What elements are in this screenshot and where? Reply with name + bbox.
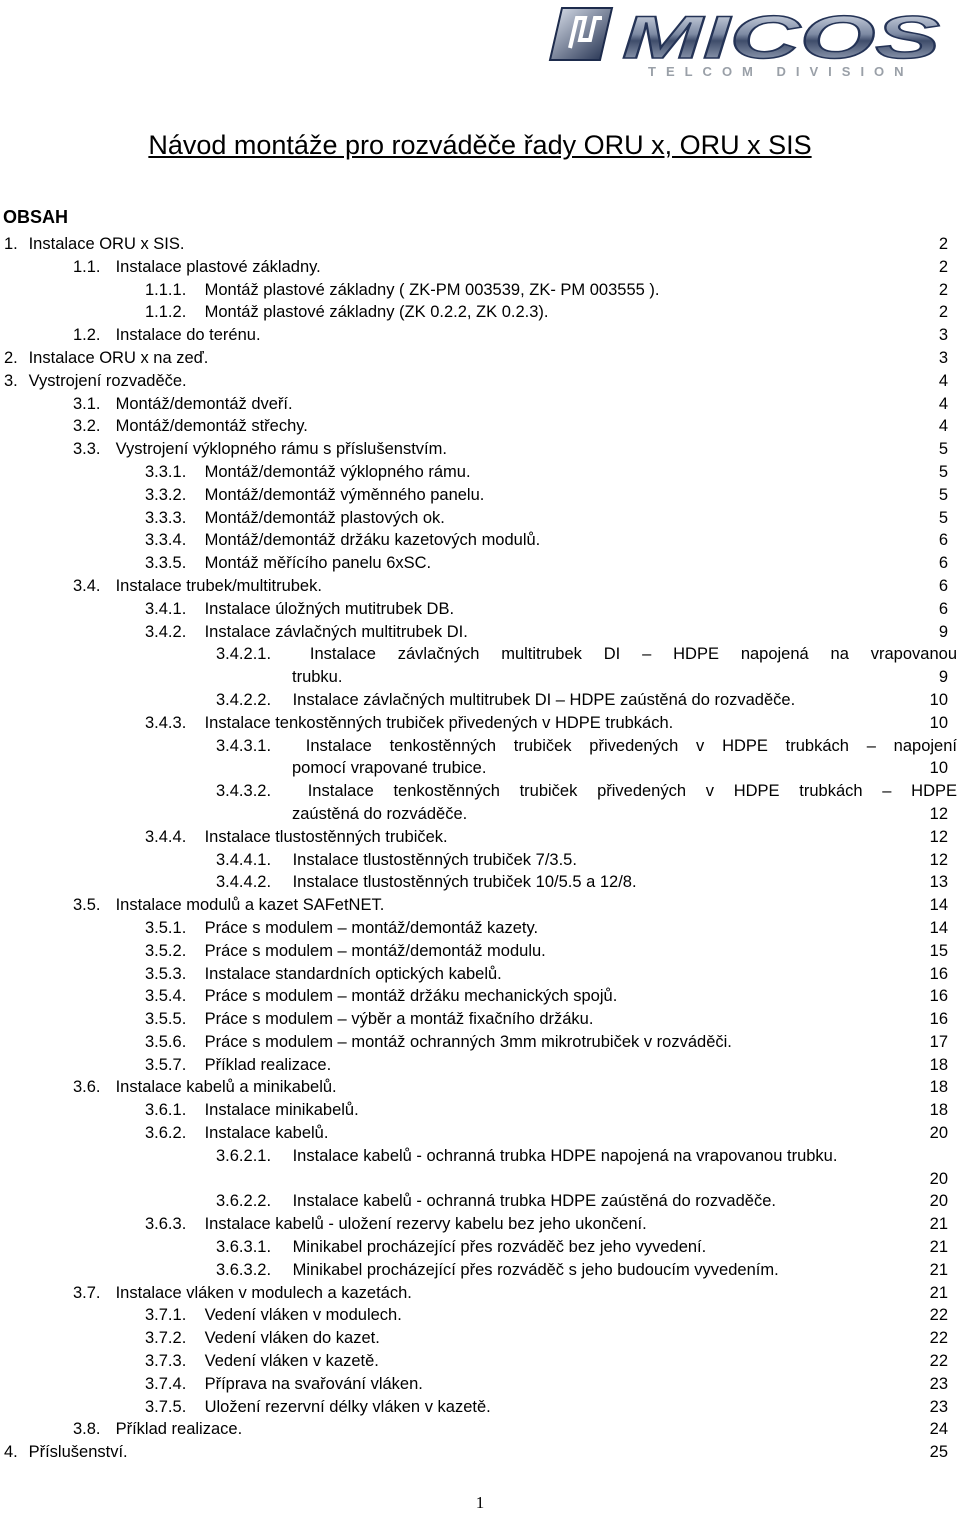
toc-entry-page: 16 — [929, 987, 948, 1006]
toc-entry-title: Instalace trubek/multitrubek. — [115, 576, 322, 595]
toc-entry-number: 3.7.4. — [145, 1374, 187, 1393]
toc-entry[interactable] — [0, 1190, 960, 1213]
toc-entry[interactable] — [0, 233, 960, 256]
toc-entry-title: Instalace závlačných multitrubek DI. — [204, 622, 468, 641]
toc-entry[interactable] — [0, 1282, 960, 1305]
toc-entry-number: 3. — [4, 371, 18, 390]
toc-entry[interactable] — [0, 1099, 960, 1122]
toc-entry-title: Instalace tlustostěnných trubiček 10/5.5 a 12/8. — [292, 873, 637, 892]
toc-entry-title: Montáž plastové základny ( ZK-PM 003539, ZK- PM 003555 ). — [204, 280, 660, 299]
toc-entry-number: 3.3.4. — [145, 531, 187, 550]
toc-entry-number: 3.3.1. — [145, 462, 187, 481]
toc-entry[interactable] — [0, 301, 960, 324]
toc-entry-page: 6 — [938, 576, 948, 595]
toc-entry[interactable] — [0, 1441, 960, 1464]
toc-entry-number: 3.4.2.1. — [216, 645, 272, 664]
toc-entry-number: 3.3.5. — [145, 554, 187, 573]
toc-entry-title: Instalace modulů a kazet SAFetNET. — [115, 896, 385, 915]
toc-entry-number: 3.5.5. — [145, 1010, 187, 1029]
toc-entry[interactable] — [0, 940, 960, 963]
toc-entry-title: Práce s modulem – montáž držáku mechanických spojů. — [204, 987, 618, 1006]
toc-entry-page: 9 — [938, 668, 948, 687]
toc-entry[interactable] — [0, 256, 960, 279]
toc-entry[interactable] — [0, 1304, 960, 1327]
toc-entry-page: 5 — [938, 508, 948, 527]
toc-entry-title: Montáž/demontáž dveří. — [115, 394, 293, 413]
toc-entry[interactable] — [0, 461, 960, 484]
toc-entry-number: 1.1.1. — [145, 280, 187, 299]
toc-entry-page: 20 — [929, 1169, 948, 1188]
toc-entry-page: 18 — [929, 1101, 948, 1120]
toc-entry-number: 3.2. — [73, 417, 101, 436]
toc-entry-page: 14 — [929, 918, 948, 937]
toc-entry-title: Instalace tlustostěnných trubiček 7/3.5. — [292, 850, 577, 869]
toc-entry-number: 3.4.4. — [145, 827, 187, 846]
toc-entry-page: 21 — [929, 1260, 948, 1279]
toc-entry-number: 3.5.1. — [145, 918, 187, 937]
toc-entry[interactable] — [0, 894, 960, 917]
toc-entry[interactable] — [0, 279, 960, 302]
toc-entry-number: 1.2. — [73, 326, 101, 345]
toc-entry-number: 3.4.3.1. — [216, 736, 272, 755]
toc-entry[interactable] — [0, 735, 960, 781]
toc-entry-page: 12 — [929, 850, 948, 869]
toc-entry-page: 4 — [938, 394, 948, 413]
toc-entry-title: Minikabel procházející přes rozváděč s jeho budoucím vyvedením. — [292, 1260, 779, 1279]
toc-entry-number: 3.3.2. — [145, 485, 187, 504]
toc-entry-number: 3.4. — [73, 576, 101, 595]
toc-entry[interactable] — [0, 484, 960, 507]
toc-entry-page: 23 — [929, 1374, 948, 1393]
toc-entry-page: 14 — [929, 896, 948, 915]
toc-entry-number: 3.7. — [73, 1283, 101, 1302]
toc-entry-number: 3.4.3. — [145, 713, 187, 732]
toc-entry-number: 3.6.2. — [145, 1124, 187, 1143]
toc-entry[interactable] — [0, 507, 960, 530]
toc-entry-number: 1. — [4, 235, 18, 253]
toc-entry-page: 12 — [929, 827, 948, 846]
toc-entry-page: 18 — [929, 1078, 948, 1097]
logo-text: MICOS — [622, 4, 940, 71]
toc-entry-page: 13 — [929, 873, 948, 892]
toc-entry-title: Vedení vláken v kazetě. — [204, 1352, 379, 1371]
toc-entry-page: 2 — [938, 280, 948, 299]
toc-entry-number: 3.7.1. — [145, 1306, 187, 1325]
toc-entry-title: Instalace minikabelů. — [204, 1101, 359, 1120]
toc-entry[interactable] — [0, 1350, 960, 1373]
toc-entry-title: Montáž plastové základny (ZK 0.2.2, ZK 0.2.3). — [204, 303, 549, 322]
toc-entry-page: 22 — [929, 1352, 948, 1371]
toc-entry-number: 3.5.7. — [145, 1055, 187, 1074]
toc-entry-page: 22 — [929, 1306, 948, 1325]
toc-entry-continuation: trubku. — [292, 668, 343, 687]
toc-entry[interactable] — [0, 963, 960, 986]
page-number: 1 — [475, 1493, 485, 1512]
table-of-contents — [0, 233, 960, 1464]
toc-entry[interactable] — [0, 1373, 960, 1396]
toc-entry-title: Uložení rezervní délky vláken v kazetě. — [204, 1397, 491, 1416]
toc-entry-number: 3.7.2. — [145, 1329, 187, 1348]
toc-entry[interactable] — [0, 598, 960, 621]
toc-entry-number: 4. — [4, 1443, 18, 1462]
toc-entry-title: Instalace úložných mutitrubek DB. — [204, 599, 455, 618]
toc-entry-number: 3.6.3.1. — [216, 1238, 272, 1257]
toc-entry-title: Práce s modulem – montáž ochranných 3mm mikrotrubiček v rozváděči. — [204, 1032, 732, 1051]
toc-entry-page: 21 — [929, 1283, 948, 1302]
toc-entry-page: 10 — [929, 713, 948, 732]
toc-entry[interactable] — [0, 1076, 960, 1099]
toc-entry[interactable] — [0, 1054, 960, 1077]
toc-entry-number: 3.5. — [73, 896, 101, 915]
toc-entry-number: 3.4.1. — [145, 599, 187, 618]
toc-entry-page: 3 — [938, 326, 948, 345]
toc-entry-title: Montáž/demontáž výměnného panelu. — [204, 485, 485, 504]
toc-entry-number: 3.7.5. — [145, 1397, 187, 1416]
toc-entry-page: 2 — [938, 303, 948, 322]
toc-entry-continuation: pomocí vrapované trubice. — [292, 759, 487, 778]
toc-entry-title: Instalace kabelů a minikabelů. — [115, 1078, 337, 1097]
toc-entry-page: 24 — [929, 1420, 948, 1439]
toc-entry[interactable] — [0, 438, 960, 461]
toc-entry-number: 3.4.2. — [145, 622, 187, 641]
toc-entry[interactable] — [0, 347, 960, 370]
toc-entry-title: Instalace standardních optických kabelů. — [204, 964, 502, 983]
toc-entry-title: Práce s modulem – montáž/demontáž modulu. — [204, 941, 546, 960]
toc-entry-page: 5 — [938, 440, 948, 459]
toc-entry[interactable] — [0, 1008, 960, 1031]
toc-entry-number: 3.7.3. — [145, 1352, 187, 1371]
toc-entry-page: 10 — [929, 759, 948, 778]
toc-entry-page: 16 — [929, 964, 948, 983]
toc-entry-title: Vedení vláken v modulech. — [204, 1306, 402, 1325]
toc-entry-title: Práce s modulem – výběr a montáž fixačního držáku. — [204, 1010, 594, 1029]
toc-entry-title: Instalace do terénu. — [115, 326, 261, 345]
toc-entry-number: 3.6. — [73, 1078, 101, 1097]
toc-entry-title: Instalace ORU x na zeď. — [28, 348, 209, 367]
toc-entry-page: 25 — [929, 1443, 948, 1462]
toc-entry-title: Minikabel procházející přes rozváděč bez jeho vyvedení. — [292, 1238, 707, 1257]
toc-entry-number: 3.1. — [73, 394, 101, 413]
toc-entry-number: 3.6.2.1. — [216, 1146, 272, 1165]
toc-entry[interactable] — [0, 575, 960, 598]
toc-entry[interactable] — [0, 529, 960, 552]
toc-entry[interactable] — [0, 370, 960, 393]
toc-entry-page: 6 — [938, 599, 948, 618]
toc-entry-page: 17 — [929, 1032, 948, 1051]
toc-heading: OBSAH — [3, 207, 69, 227]
toc-entry-title: Instalace plastové základny. — [115, 257, 321, 276]
toc-entry-number: 3.3. — [73, 440, 101, 459]
toc-entry-title: Instalace tlustostěnných trubiček. — [204, 827, 448, 846]
toc-entry-page: 12 — [929, 804, 948, 823]
toc-entry[interactable] — [0, 1259, 960, 1282]
toc-entry-title: Vedení vláken do kazet. — [204, 1329, 380, 1348]
toc-entry-number: 3.6.2.2. — [216, 1192, 272, 1211]
toc-entry-title: Montáž/demontáž držáku kazetových modulů. — [204, 531, 541, 550]
document-title: Návod montáže pro rozváděče řady ORU x, ORU x SIS — [148, 130, 812, 160]
toc-entry[interactable] — [0, 552, 960, 575]
toc-entry[interactable] — [0, 324, 960, 347]
toc-entry-title: Instalace závlačných multitrubek DI – HDPE napojená na vrapovanou — [309, 645, 957, 664]
toc-entry-page: 4 — [938, 417, 948, 436]
toc-entry-page: 6 — [938, 531, 948, 550]
toc-entry[interactable] — [0, 1213, 960, 1236]
toc-entry-title: Instalace kabelů - ochranná trubka HDPE napojená na vrapovanou trubku. — [292, 1146, 838, 1165]
toc-entry-page: 5 — [938, 485, 948, 504]
toc-entry-number: 3.6.3. — [145, 1215, 187, 1234]
toc-entry-title: Vystrojení rozvaděče. — [28, 371, 187, 390]
toc-entry-number: 3.5.4. — [145, 987, 187, 1006]
toc-entry[interactable] — [0, 917, 960, 940]
toc-entry-page: 15 — [929, 941, 948, 960]
toc-entry-title: Montáž/demontáž plastových ok. — [204, 508, 445, 527]
toc-entry-title: Instalace závlačných multitrubek DI – HDPE zaústěná do rozvaděče. — [292, 690, 796, 709]
toc-entry-page: 5 — [938, 462, 948, 481]
toc-entry-page: 21 — [929, 1215, 948, 1234]
toc-entry[interactable] — [0, 1418, 960, 1441]
toc-entry-title: Instalace kabelů - ochranná trubka HDPE zaústěná do rozvaděče. — [292, 1192, 776, 1211]
toc-entry-page: 4 — [938, 371, 948, 390]
toc-entry-number: 3.3.3. — [145, 508, 187, 527]
toc-entry-number: 3.4.4.1. — [216, 850, 272, 869]
toc-entry[interactable] — [0, 643, 960, 689]
toc-entry-page: 21 — [929, 1238, 948, 1257]
toc-entry[interactable] — [0, 826, 960, 849]
toc-entry-title: Instalace tenkostěnných trubiček přivedených v HDPE trubkách. — [204, 713, 674, 732]
toc-entry-number: 1.1.2. — [145, 303, 187, 322]
toc-entry-number: 3.4.4.2. — [216, 873, 272, 892]
toc-entry[interactable] — [0, 415, 960, 438]
toc-entry-number: 2. — [4, 348, 18, 367]
toc-entry-title: Montáž/demontáž výklopného rámu. — [204, 462, 471, 481]
toc-entry[interactable] — [0, 1396, 960, 1419]
toc-entry[interactable] — [0, 393, 960, 416]
toc-entry-title: Příslušenství. — [28, 1443, 128, 1462]
toc-entry-title: Příprava na svařování vláken. — [204, 1374, 423, 1393]
logo-subtitle: TELCOM DIVISION — [648, 64, 914, 79]
toc-entry-page: 10 — [929, 690, 948, 709]
toc-entry-page: 23 — [929, 1397, 948, 1416]
toc-entry-page: 20 — [929, 1124, 948, 1143]
toc-entry-number: 3.5.2. — [145, 941, 187, 960]
toc-entry[interactable] — [0, 621, 960, 644]
toc-entry-number: 3.5.3. — [145, 964, 187, 983]
toc-entry-number: 3.6.1. — [145, 1101, 187, 1120]
toc-entry-title: Instalace tenkostěnných trubiček přivedených v HDPE trubkách – napojení — [305, 736, 957, 755]
toc-entry-title: Instalace kabelů - uložení rezervy kabelu bez jeho ukončení. — [204, 1215, 647, 1234]
toc-entry[interactable] — [0, 1236, 960, 1259]
toc-entry-title: Vystrojení výklopného rámu s příslušenstvím. — [115, 440, 447, 459]
toc-entry-title: Příklad realizace. — [204, 1055, 332, 1074]
toc-entry-title: Instalace kabelů. — [204, 1124, 329, 1143]
toc-entry-title: Práce s modulem – montáž/demontáž kazety. — [204, 918, 539, 937]
toc-entry-page: 2 — [938, 257, 948, 276]
toc-entry-page: 18 — [929, 1055, 948, 1074]
toc-entry[interactable] — [0, 1327, 960, 1350]
toc-entry[interactable] — [0, 1145, 960, 1191]
toc-entry-page: 3 — [938, 348, 948, 367]
toc-entry-title: Montáž měřícího panelu 6xSC. — [204, 554, 432, 573]
toc-entry-number: 3.4.2.2. — [216, 690, 272, 709]
toc-entry-number: 3.5.6. — [145, 1032, 187, 1051]
toc-entry[interactable] — [0, 849, 960, 872]
toc-entry-number: 3.4.3.2. — [216, 782, 272, 801]
toc-entry-title: Instalace ORU x SIS. — [28, 235, 185, 253]
toc-entry[interactable] — [0, 871, 960, 894]
toc-entry[interactable] — [0, 689, 960, 712]
toc-entry-number: 3.8. — [73, 1420, 101, 1439]
toc-entry-page: 6 — [938, 554, 948, 573]
toc-entry[interactable] — [0, 985, 960, 1008]
toc-entry[interactable] — [0, 712, 960, 735]
toc-entry-number: 3.6.3.2. — [216, 1260, 272, 1279]
toc-entry-number: 1.1. — [73, 257, 101, 276]
toc-entry-continuation: zaústěná do rozváděče. — [292, 804, 468, 823]
toc-entry-page: 16 — [929, 1010, 948, 1029]
toc-entry-page: 9 — [938, 622, 948, 641]
toc-entry-title: Instalace tenkostěnných trubiček přivedených v HDPE trubkách – HDPE — [307, 782, 957, 801]
toc-entry[interactable] — [0, 780, 960, 826]
toc-entry-title: Příklad realizace. — [115, 1420, 243, 1439]
toc-entry-title: Montáž/demontáž střechy. — [115, 417, 308, 436]
toc-entry[interactable] — [0, 1031, 960, 1054]
toc-entry-page: 2 — [938, 235, 948, 253]
toc-entry-page: 20 — [929, 1192, 948, 1211]
toc-entry-page: 22 — [929, 1329, 948, 1348]
toc-entry[interactable] — [0, 1122, 960, 1145]
toc-entry-title: Instalace vláken v modulech a kazetách. — [115, 1283, 412, 1302]
